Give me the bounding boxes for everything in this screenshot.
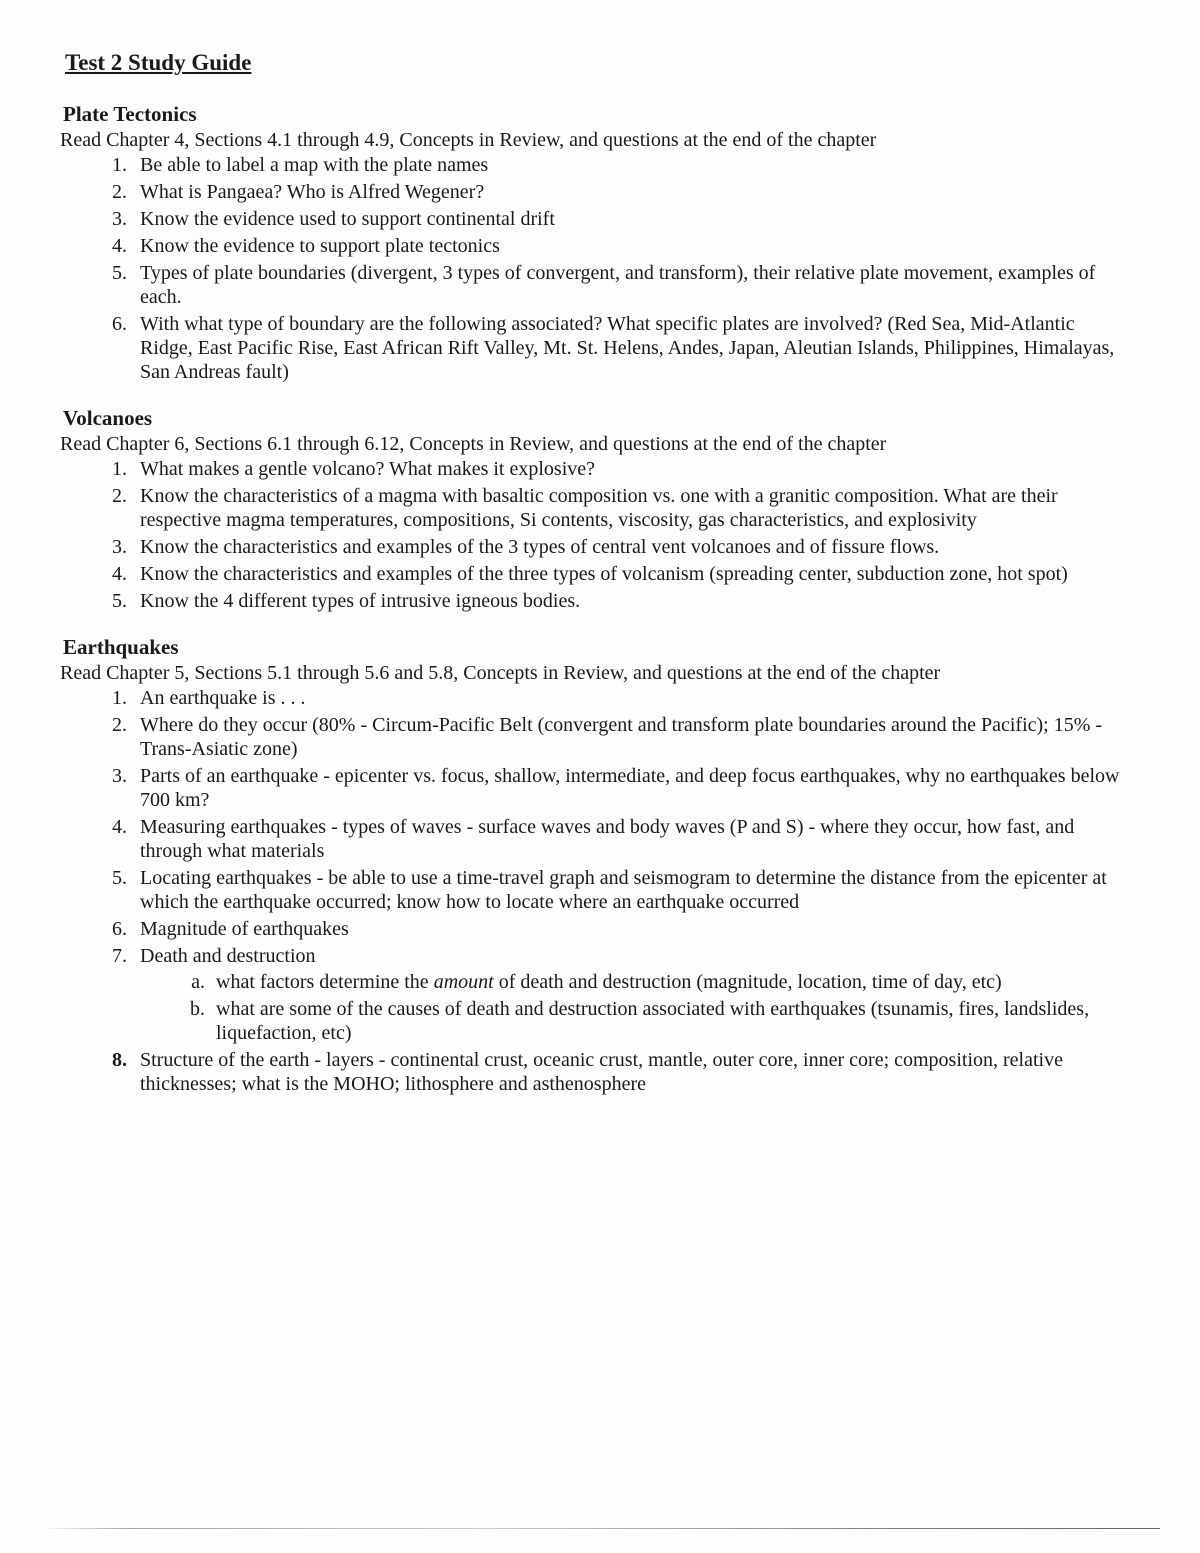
sub-item-list: [140, 970, 1120, 1045]
list-item: 2. What is Pangaea? Who is Alfred Wegener?: [132, 180, 1120, 204]
list-item: 6. With what type of boundary are the following associated? What specific plates are involved? (Red Sea, Mid-Atlantic Ridge, East Pacific Rise, East African Rift Valley, Mt. St. Helens, Andes, Japan, Aleutian Islands, Philippines, Himalayas, San Andreas fault): [132, 312, 1120, 384]
item-list: [60, 457, 1120, 613]
list-item: 4. Measuring earthquakes - types of waves - surface waves and body waves (P and S) - where they occur, how fast, and through what materials: [132, 815, 1120, 863]
sub-list-item: [210, 970, 1120, 994]
section-heading: Volcanoes: [63, 406, 153, 430]
section-intro: Read Chapter 5, Sections 5.1 through 5.6 and 5.8, Concepts in Review, and questions at the end of the chapter: [60, 662, 941, 684]
list-item: 6. Magnitude of earthquakes: [132, 917, 1120, 941]
section-intro: Read Chapter 4, Sections 4.1 through 4.9, Concepts in Review, and questions at the end of the chapter: [60, 129, 877, 151]
list-item: 3. Parts of an earthquake - epicenter vs. focus, shallow, intermediate, and deep focus earthquakes, why no earthquakes below 700 km?: [132, 764, 1120, 812]
list-item-text: Death and destruction: [140, 945, 316, 967]
list-item: 1. Be able to label a map with the plate names: [132, 153, 1120, 177]
section-plate-tectonics: [60, 102, 1120, 384]
sub-list-item: b. what are some of the causes of death and destruction associated with earthquakes (tsunamis, fires, landslides, liquefaction, etc): [210, 997, 1120, 1045]
list-item: 1. An earthquake is . . .: [132, 686, 1120, 710]
list-item-death-destruction: [132, 944, 1120, 1045]
item-list: [60, 686, 1120, 1096]
list-item: 3. Know the characteristics and examples of the 3 types of central vent volcanoes and of fissure flows.: [132, 535, 1120, 559]
sub-item-text: of death and destruction (magnitude, location, time of day, etc): [493, 971, 1002, 993]
list-item: 3. Know the evidence used to support continental drift: [132, 207, 1120, 231]
list-item: 1. What makes a gentle volcano? What makes it explosive?: [132, 457, 1120, 481]
section-heading: Plate Tectonics: [63, 102, 197, 126]
list-item: 2. Know the characteristics of a magma with basaltic composition vs. one with a granitic composition. What are their respective magma temperatures, compositions, Si contents, viscosity, gas characteristics, and explosivity: [132, 484, 1120, 532]
document-title: Test 2 Study Guide: [65, 50, 252, 75]
study-guide-page: [60, 50, 1120, 1118]
list-item: 4. Know the characteristics and examples of the three types of volcanism (spreading center, subduction zone, hot spot): [132, 562, 1120, 586]
list-item: 5. Locating earthquakes - be able to use a time-travel graph and seismogram to determine the distance from the epicenter at which the earthquake occurred; know how to locate where an earthquake occurred: [132, 866, 1120, 914]
list-item: 5. Know the 4 different types of intrusive igneous bodies.: [132, 589, 1120, 613]
list-item: 2. Where do they occur (80% - Circum-Pacific Belt (convergent and transform plate boundaries around the Pacific); 15% - Trans-Asiatic zone): [132, 713, 1120, 761]
scan-edge-line: [40, 1528, 1160, 1529]
list-item: 8. Structure of the earth - layers - continental crust, oceanic crust, mantle, outer core, inner core; composition, relative thicknesses; what is the MOHO; lithosphere and asthenosphere: [132, 1048, 1120, 1096]
item-list: [60, 153, 1120, 384]
sub-item-text: what factors determine the: [216, 971, 434, 993]
section-heading: Earthquakes: [63, 635, 179, 659]
section-earthquakes: [60, 635, 1120, 1096]
list-item: 4. Know the evidence to support plate tectonics: [132, 234, 1120, 258]
list-item: 5. Types of plate boundaries (divergent, 3 types of convergent, and transform), their relative plate movement, examples of each.: [132, 261, 1120, 309]
section-intro: Read Chapter 6, Sections 6.1 through 6.12, Concepts in Review, and questions at the end of the chapter: [60, 433, 887, 455]
section-volcanoes: [60, 406, 1120, 613]
sub-item-emphasis: amount: [433, 971, 494, 993]
